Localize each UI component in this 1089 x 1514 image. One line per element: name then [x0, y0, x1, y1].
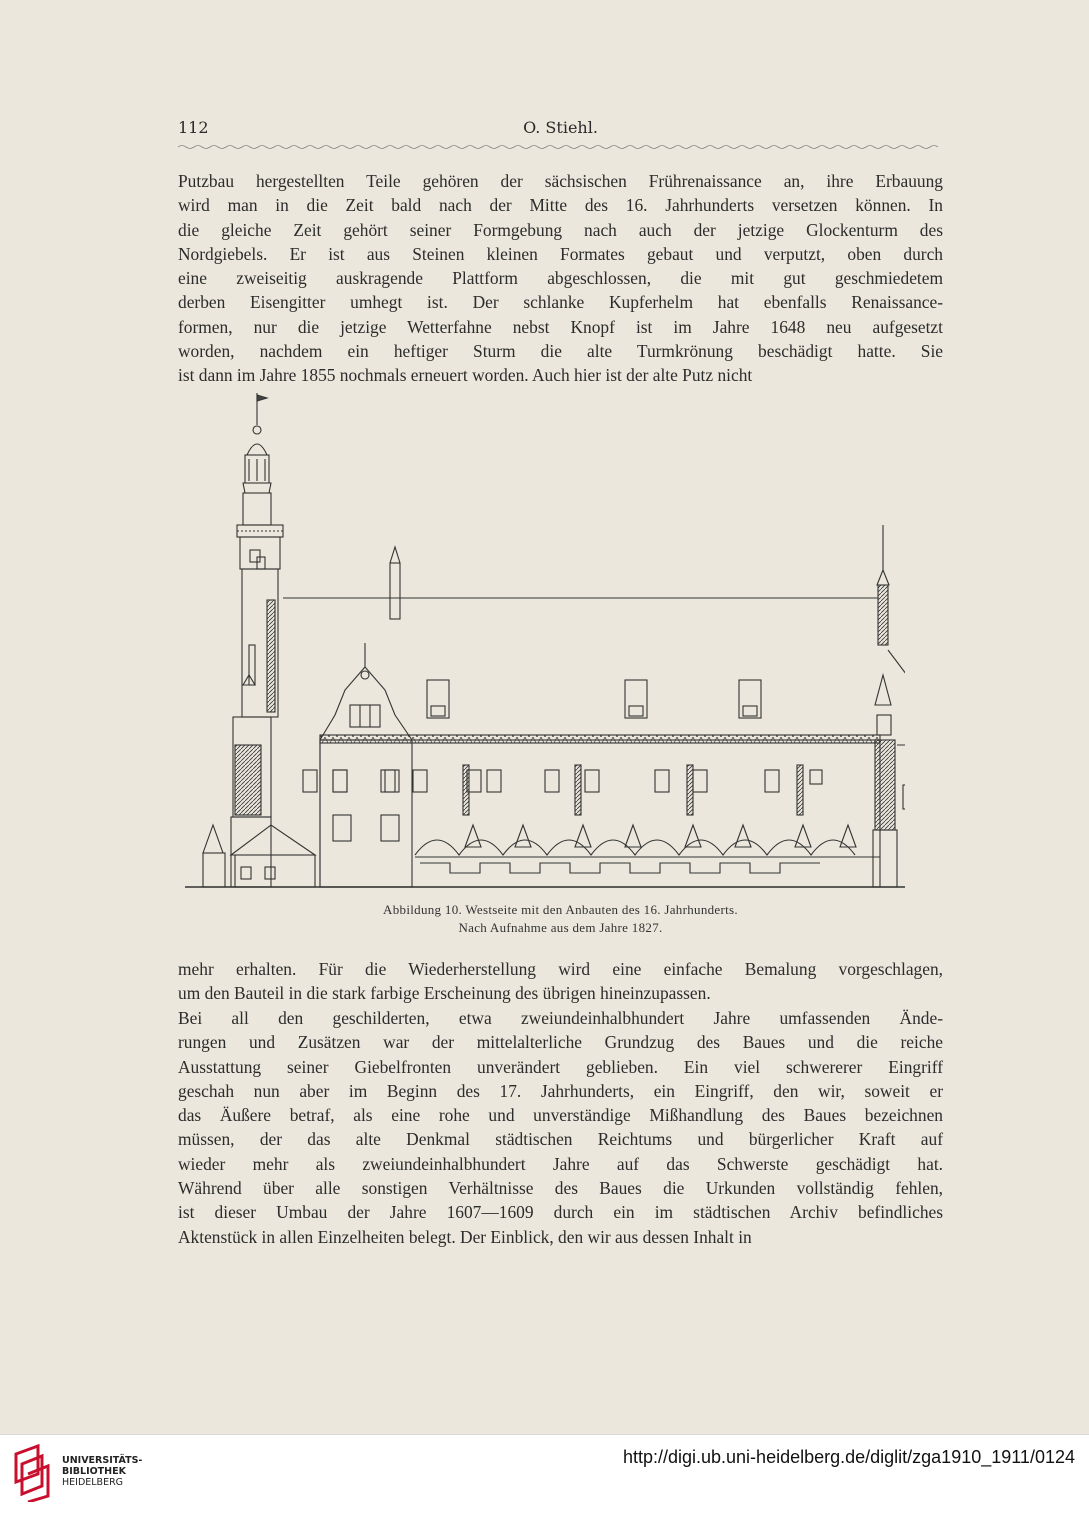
text-line: derben Eisengitter umhegt ist. Der schlanke Kupferhelm hat ebenfalls Renaissance-	[178, 292, 943, 313]
text-line: mehr erhalten. Für die Wiederherstellung wird eine einfache Bemalung vorgeschlagen,	[178, 959, 943, 979]
viewer-footer	[0, 1434, 1089, 1514]
text-line: worden, nachdem ein heftiger Sturm die alte Turmkrönung beschädigt hatte. Sie	[178, 341, 943, 362]
library-name	[62, 1455, 142, 1488]
text-line: formen, nur die jetzige Wetterfahne nebst Knopf ist im Jahre 1648 neu aufgesetzt	[178, 316, 943, 337]
text-line: das Äußere betraf, als eine rohe und unverständige Mißhandlung des Baues bezeichnen	[178, 1105, 943, 1126]
text-line: ist dann im Jahre 1855 nochmals erneuert worden. Auch hier ist der alte Putz nicht	[178, 365, 753, 386]
running-head	[178, 118, 943, 140]
figure-caption-line-1: Abbildung 10. Westseite mit den Anbauten des 16. Jahrhunderts.	[383, 902, 738, 917]
library-name-line-3: HEIDELBERG	[62, 1477, 124, 1488]
text-line: rungen und Zusätzen war der mittelalterliche Grundzug des Baues und die reiche	[178, 1032, 943, 1053]
text-line: Aktenstück in allen Einzelheiten belegt. Der Einblick, den wir aus dessen Inhalt in	[178, 1226, 752, 1247]
architectural-drawing	[185, 385, 905, 890]
library-logo-icon	[12, 1444, 52, 1502]
gable-stair-tower	[320, 643, 412, 887]
left-annex	[203, 825, 315, 887]
figure-caption-line-2: Nach Aufnahme aus dem Jahre 1827.	[458, 920, 663, 935]
text-line: ist dieser Umbau der Jahre 1607—1609 durch ein im städtischen Archiv befindliches	[178, 1202, 943, 1223]
text-line: wieder mehr als zweiundeinhalbhundert Jahre auf das Schwerste geschädigt hat.	[178, 1153, 943, 1174]
figure-westseite-elevation	[185, 385, 905, 890]
bell-tower	[231, 393, 283, 887]
library-name-line-2: BIBLIOTHEK	[62, 1466, 126, 1477]
paragraph-3	[178, 1006, 943, 1249]
text-line: Während über alle sonstigen Verhältnisse des Baues die Urkunden vollständig fehlen,	[178, 1178, 943, 1199]
permalink-url[interactable]: http://digi.ub.uni-heidelberg.de/diglit/zga1910_1911/0124	[622, 1447, 1075, 1467]
text-line: Bei all den geschilderten, etwa zweiundeinhalbhundert Jahre umfassenden Ände-	[178, 1008, 943, 1028]
text-line: Putzbau hergestellten Teile gehören der sächsischen Frührenaissance an, ihre Erbauung	[178, 171, 943, 191]
text-line: Nordgiebels. Er ist aus Steinen kleinen Formates gebaut und verputzt, oben durch	[178, 243, 943, 264]
main-hall	[303, 680, 880, 887]
text-line: wird man in die Zeit bald nach der Mitte des 16. Jahrhunderts versetzen können. In	[178, 195, 943, 216]
page-number: 112	[178, 118, 209, 137]
text-line: Ausstattung seiner Giebelfronten unverändert geblieben. Ein viel schwererer Eingriff	[178, 1056, 943, 1077]
paragraph-1	[178, 169, 943, 388]
running-author: O. Stiehl.	[523, 118, 598, 137]
right-tower	[873, 525, 905, 887]
text-line: geschah nun aber im Beginn des 17. Jahrhunderts, ein Eingriff, den wir, soweit er	[178, 1080, 943, 1101]
header-rule	[178, 144, 943, 150]
text-line: die gleiche Zeit gehört seiner Formgebung nach auch der jetzige Glockenturm des	[178, 219, 943, 240]
library-name-line-1: UNIVERSITÄTS-	[62, 1455, 143, 1466]
paragraph-2	[178, 957, 943, 1006]
text-line: eine zweiseitig auskragende Plattform abgeschlossen, die mit gut geschmiedetem	[178, 268, 943, 289]
text-line: um den Bauteil in die stark farbige Erscheinung des übrigen hineinzupassen.	[178, 983, 711, 1004]
text-line: müssen, der das alte Denkmal städtischen Reichtums und bürgerlicher Kraft auf	[178, 1129, 943, 1150]
